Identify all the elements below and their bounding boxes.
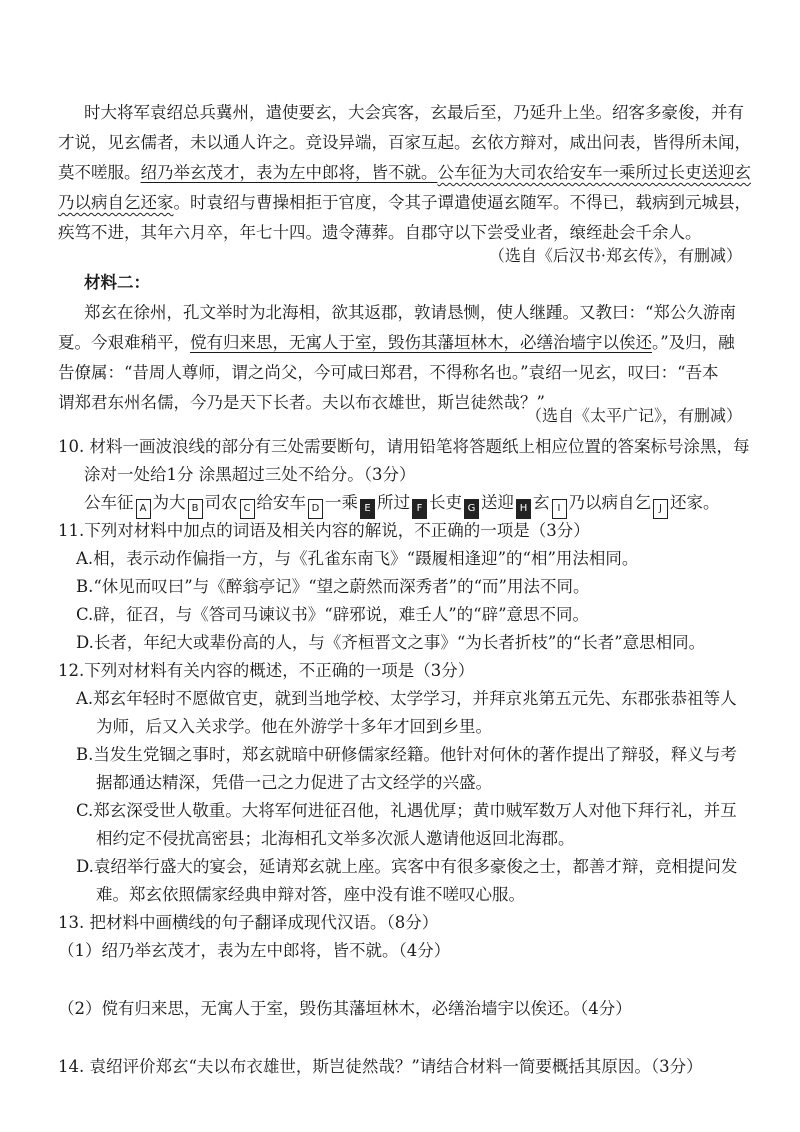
q11-option-a: A.相，表示动作偏指一方，与《孔雀东南飞》“蹑履相逢迎”的“相”用法相同。 — [76, 549, 639, 568]
material2-line2-a: 夏。今艰难稍平， — [58, 333, 190, 352]
answer-box-h[interactable]: H — [516, 499, 531, 519]
q11-option-d: D.长者，年纪大或辈份高的人，与《齐桓晋文之事》“为长者折枝”的“长者”意思相同。 — [76, 633, 706, 652]
q10-seg: 给安车 — [256, 493, 306, 512]
q10-seg: 还家。 — [670, 493, 720, 512]
material2-line4: 谓郑君东州名儒，今乃是天下长者。夫以布衣雄世，斯岂徒然哉？” — [58, 393, 545, 412]
q11-stem: 11.下列对材料中加点的词语及相关内容的解说，不正确的一项是（3分） — [58, 521, 590, 540]
answer-box-g[interactable]: G — [464, 499, 479, 519]
answer-box-i[interactable]: I — [552, 499, 567, 519]
q10-answer-row — [84, 488, 720, 519]
q10-stem-line1: 10. 材料一画波浪线的部分有三处需要断句，请用铅笔将答题纸上相应位置的答案标号涂黑，每 — [58, 437, 750, 456]
material2-line1: 郑玄在徐州，孔文举时为北海相，欲其返郡，敦请恳恻，使人继踵。又教曰：“郑公久游南 — [84, 303, 736, 322]
answer-box-c[interactable]: C — [240, 499, 255, 519]
material1-line3 — [58, 158, 751, 188]
q10-seg: 乃以病自乞 — [568, 493, 651, 512]
q10-seg: 长吏 — [429, 493, 462, 512]
answer-box-e[interactable]: E — [360, 499, 375, 519]
q12-option-b-line2: 据都通达精深，凭借一己之力促进了古文经学的兴盛。 — [96, 773, 492, 792]
material1-line4-b: 。时袁绍与曹操相拒于官度，令其子谭遣使逼玄随军。不得已，载病到元城县， — [173, 193, 751, 212]
material1-line2: 才说，见玄儒者，未以通人许之。竞设异端，百家互起。玄依方辩对，咸出问表，皆得所未闻， — [58, 133, 751, 152]
q12-option-b-line1: B.当发生党锢之事时，郑玄就暗中研修儒家经籍。他针对何休的著作提出了辩驳，释义与考 — [76, 745, 737, 764]
q12-option-d-line2: 难。郑玄依照儒家经典申辩对答，座中没有谁不嗟叹心服。 — [96, 885, 525, 904]
q12-option-a-line2: 为师，后又入关求学。他在外游学十多年才回到乡里。 — [96, 717, 492, 736]
q13-sentence-2: （2）傥有归来思，无寓人于室，毁伤其藩垣林木，必缮治墙宇以俟还。（4分） — [58, 999, 632, 1018]
q12-option-a-line1: A.郑玄年轻时不愿做官吏，就到当地学校、太学学习，并拜京兆第五元先、东郡张恭祖等人 — [76, 689, 737, 708]
q10-seg: 司农 — [204, 493, 238, 512]
wavy-passage-part2: 乃以病自乞还家 — [58, 193, 174, 212]
material2-heading: 材料二： — [84, 273, 150, 292]
answer-box-f[interactable]: F — [412, 499, 427, 519]
material2-line3: 告僚属：“昔周人尊师，谓之尚父，今可咸曰郑君，不得称名也。”袁绍一见玄，叹曰：“吾本 — [58, 363, 719, 382]
q12-option-c-line2: 相约定不侵扰高密县；北海相孔文举多次派人邀请他返回北海郡。 — [96, 829, 575, 848]
material2-line2 — [58, 328, 735, 358]
answer-box-j[interactable]: J — [653, 499, 668, 519]
q12-stem: 12.下列对材料有关内容的概述，不正确的一项是（3分） — [58, 661, 475, 680]
material2-source: （选自《太平广记》，有删减） — [525, 406, 742, 425]
underlined-sentence-2: 傥有归来思，无寓人于室，毁伤其藩垣林木，必缮治墙宇以俟还 — [190, 333, 652, 352]
q10-seg: 所过 — [377, 493, 410, 512]
q10-seg: 送迎 — [481, 493, 514, 512]
material1-line1: 时大将军袁绍总兵冀州，遣使要玄，大会宾客，玄最后至，乃延升上坐。绍客多豪俊，并有 — [84, 103, 744, 122]
answer-box-b[interactable]: B — [188, 499, 203, 519]
q10-seg: 公车征 — [84, 493, 134, 512]
q10-stem-line2: 涂对一处给1分 涂黑超过三处不给分。（3分） — [84, 465, 416, 484]
q10-seg: 为大 — [152, 493, 186, 512]
answer-box-d[interactable]: D — [308, 499, 323, 519]
q11-option-b: B.“休见而叹曰”与《醉翁亭记》“望之蔚然而深秀者”的“而”用法不同。 — [76, 577, 590, 596]
q12-option-c-line1: C.郑玄深受世人敬重。大将军何进征召他，礼遇优厚；黄巾贼军数万人对他下拜行礼，并互 — [76, 801, 737, 820]
q10-seg: 一乘 — [325, 493, 358, 512]
q13-sentence-1: （1）绍乃举玄茂才，表为左中郎将，皆不就。（4分） — [58, 941, 451, 960]
material1-line4 — [58, 188, 751, 218]
material2-line2-c: 。”及归，融 — [652, 333, 735, 352]
material1-source: （选自《后汉书·郑玄传》，有删减） — [488, 246, 742, 265]
q12-option-d-line1: D.袁绍举行盛大的宴会，延请郑玄就上座。宾客中有很多豪俊之士，都善才辩，竞相提问发 — [76, 857, 738, 876]
material1-line5: 疾笃不进，其年六月卒，年七十四。遗令薄葬。自郡守以下尝受业者，缞绖赴会千余人。 — [58, 223, 702, 242]
underlined-sentence-1: 绍乃举玄茂才，表为左中郎将，皆不就。 — [140, 163, 438, 182]
q13-stem: 13. 把材料中画横线的句子翻译成现代汉语。（8分） — [58, 913, 439, 932]
material1-line3-a: 莫不嗟服。 — [58, 163, 141, 182]
q11-option-c: C.辟，征召，与《答司马谏议书》“辟邪说，难壬人”的“辟”意思不同。 — [76, 605, 590, 624]
answer-box-a[interactable]: A — [136, 499, 151, 519]
q14-stem: 14. 袁绍评价郑玄“夫以布衣雄世，斯岂徒然哉？”请结合材料一简要概括其原因。（3分） — [58, 1057, 703, 1076]
q10-seg: 玄 — [533, 493, 550, 512]
wavy-passage-part1: 公车征为大司农给安车一乘所过长吏送迎玄 — [437, 163, 751, 182]
